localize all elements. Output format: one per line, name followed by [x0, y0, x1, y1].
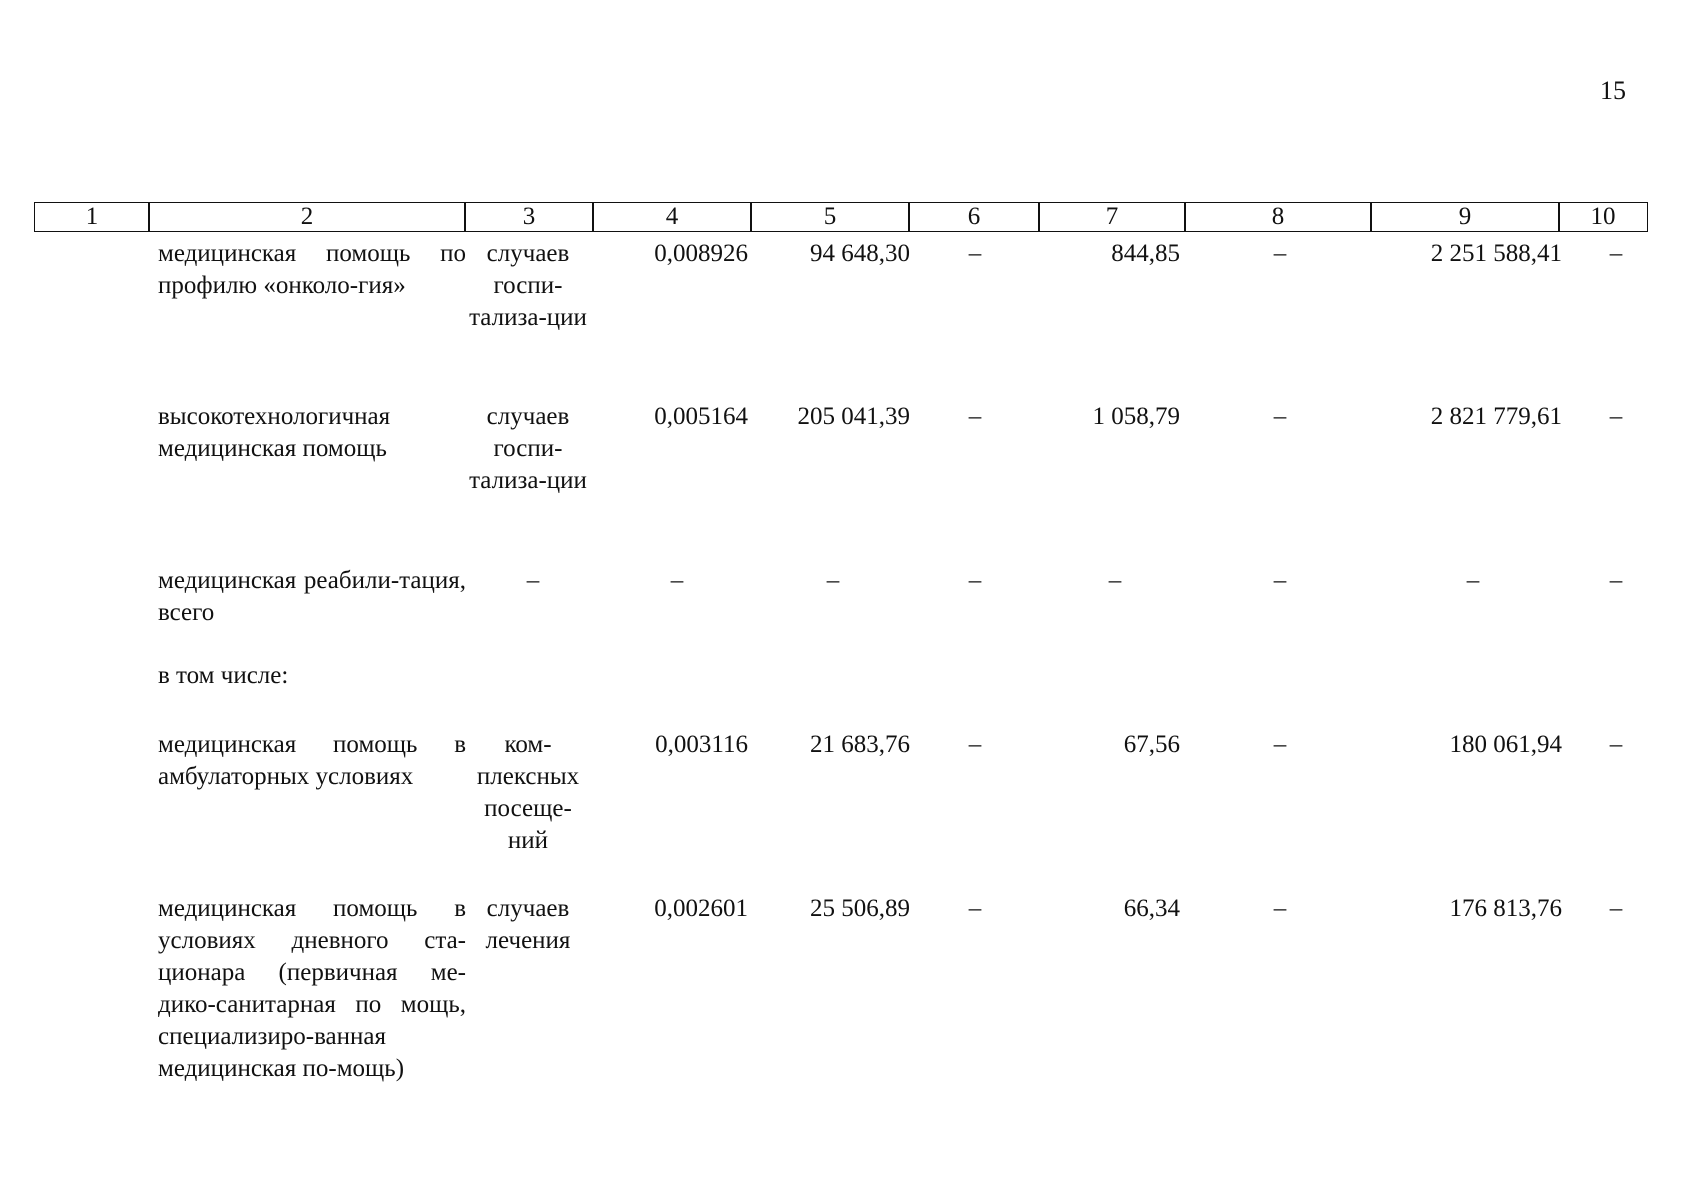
row-col-4: 0,002601: [654, 895, 748, 922]
row-col-9: 2 821 779,61: [1430, 403, 1562, 430]
row-col-8: –: [1273, 240, 1287, 267]
row-col-6: –: [968, 240, 982, 267]
row-unit: случаев лечения: [485, 895, 571, 954]
header-col-4: 4: [592, 202, 752, 232]
row-col-10: –: [1609, 403, 1623, 430]
row-col-7: 66,34: [1123, 895, 1180, 922]
row-col-7: 844,85: [1111, 240, 1180, 267]
row-col-6: –: [968, 731, 982, 758]
row-col-6: –: [968, 895, 982, 922]
row-name: медицинская реабили-тация, всего: [158, 567, 466, 626]
row-unit: случаев госпи-тализа-ции: [469, 240, 587, 331]
row-col-10: –: [1609, 240, 1623, 267]
row-col-7: –: [1108, 567, 1122, 594]
row-col-8: –: [1273, 567, 1287, 594]
row-name: в том числе:: [158, 662, 289, 689]
table-header-row: [34, 202, 1648, 234]
header-col-9: 9: [1370, 202, 1560, 232]
header-col-2: 2: [148, 202, 466, 232]
row-col-6: –: [968, 403, 982, 430]
row-col-4: 0,008926: [654, 240, 748, 267]
page-number: 15: [1600, 76, 1626, 105]
row-col-5: 205 041,39: [797, 403, 910, 430]
row-col-8: –: [1273, 895, 1287, 922]
row-col-8: –: [1273, 403, 1287, 430]
row-unit: ком-плексных посеще-ний: [476, 731, 580, 854]
row-col-9: 180 061,94: [1449, 731, 1562, 758]
row-col-10: –: [1609, 731, 1623, 758]
header-col-8: 8: [1184, 202, 1372, 232]
row-col-9: –: [1466, 567, 1480, 594]
row-col-5: 25 506,89: [810, 895, 910, 922]
row-col-9: 176 813,76: [1449, 895, 1562, 922]
header-col-3: 3: [464, 202, 594, 232]
header-col-5: 5: [750, 202, 910, 232]
row-name: медицинская помощь в условиях дневного ста-ционара (первичная ме-дико-санитарная по мощь, специализиро-ванная медицинская по-мощь): [158, 895, 466, 1082]
row-name: медицинская помощь в амбулаторных условиях: [158, 731, 466, 790]
row-col-7: 1 058,79: [1092, 403, 1180, 430]
header-col-6: 6: [908, 202, 1040, 232]
row-col-6: –: [968, 567, 982, 594]
row-col-4: –: [670, 567, 684, 594]
row-col-5: 94 648,30: [810, 240, 910, 267]
header-col-7: 7: [1038, 202, 1186, 232]
row-col-10: –: [1609, 567, 1623, 594]
row-col-5: –: [826, 567, 840, 594]
header-col-1: 1: [34, 202, 150, 232]
row-unit: –: [526, 567, 540, 594]
row-col-9: 2 251 588,41: [1430, 240, 1562, 267]
row-col-7: 67,56: [1123, 731, 1180, 758]
row-name: медицинская помощь по профилю «онколо-гия»: [158, 240, 466, 299]
row-col-8: –: [1273, 731, 1287, 758]
row-col-5: 21 683,76: [810, 731, 910, 758]
row-col-4: 0,005164: [654, 403, 748, 430]
row-col-4: 0,003116: [655, 731, 748, 758]
row-unit: случаев госпи-тализа-ции: [469, 403, 587, 494]
row-name: высокотехнологичная медицинская помощь: [158, 403, 391, 462]
header-col-10: 10: [1558, 202, 1648, 232]
row-col-10: –: [1609, 895, 1623, 922]
